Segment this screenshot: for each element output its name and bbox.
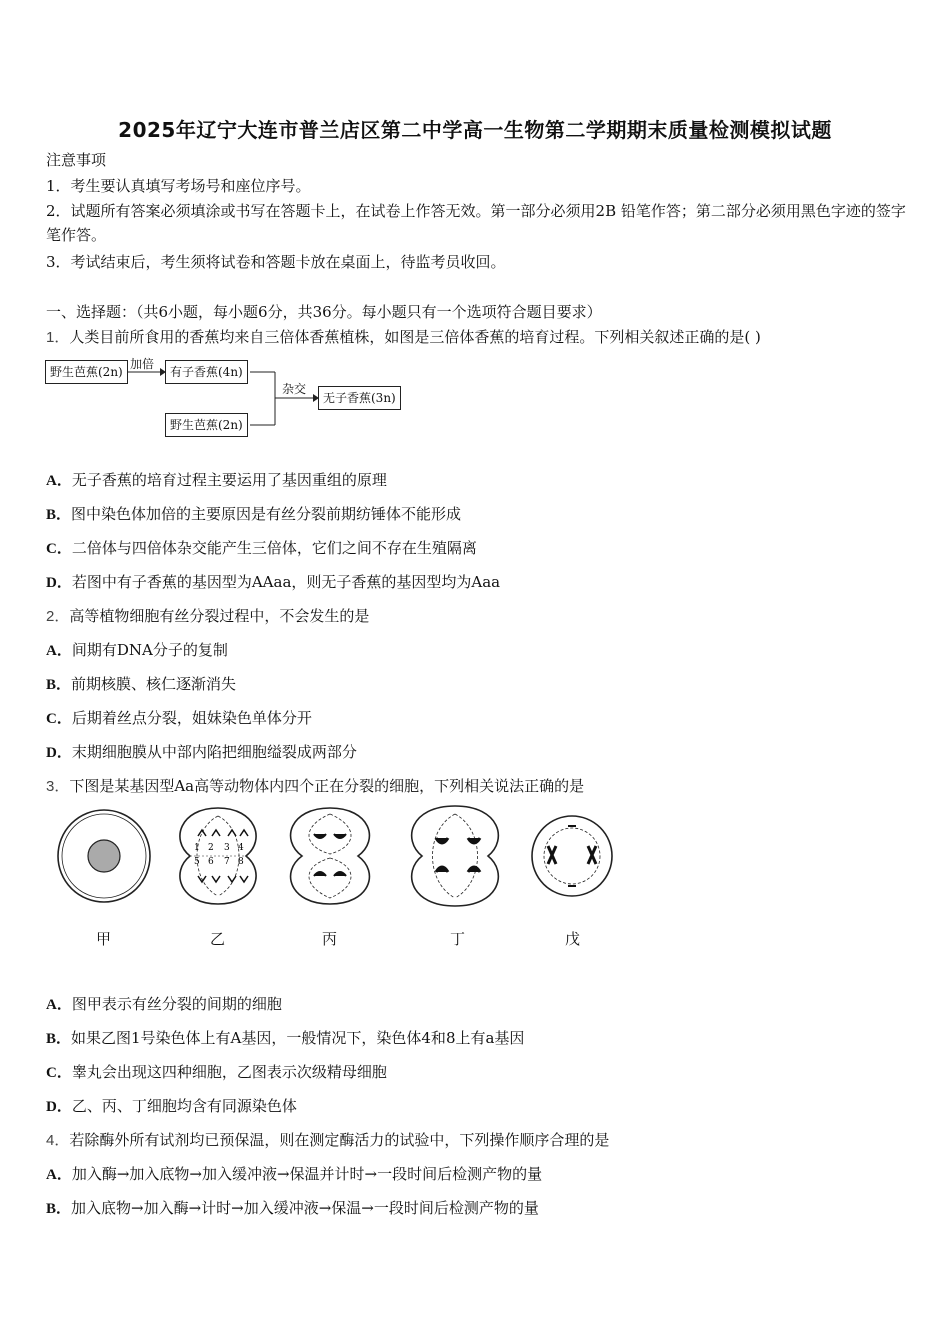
cell-label-ding: 丁 [450, 930, 466, 948]
question-4 [46, 1128, 609, 1153]
option-label: B． [46, 677, 72, 693]
cell-wu [532, 816, 612, 896]
option-text: 后期着丝点分裂，姐妹染色单体分开 [71, 709, 312, 727]
question-number: 4． [46, 1132, 70, 1149]
cell-ding [412, 806, 499, 906]
question-stem: 下图是某基因型Aa高等动物体内四个正在分裂的细胞，下列相关说法正确的是 [69, 777, 585, 795]
option-label: A． [46, 643, 72, 659]
option-label: C． [46, 541, 72, 557]
option-label: A． [46, 473, 72, 489]
arrow-icon [313, 394, 319, 402]
seedless-banana-box: 无子香蕉(3n) [318, 386, 401, 410]
q3-option-c[interactable] [46, 1060, 387, 1085]
notice-heading: 注意事项 [46, 151, 107, 169]
cell-label-yi: 乙 [210, 930, 226, 948]
chromosome-1: 1 [194, 843, 200, 853]
chromosome-6: 6 [208, 857, 214, 867]
q3-option-d[interactable] [46, 1094, 297, 1119]
wild-banana-box-2: 野生芭蕉(2n) [165, 413, 248, 437]
page-title: 2025年辽宁大连市普兰店区第二中学高一生物第二学期期末质量检测模拟试题 [118, 118, 832, 142]
q4-option-a[interactable] [46, 1162, 542, 1187]
seeded-banana-box: 有子香蕉(4n) [165, 360, 248, 384]
q1-option-d[interactable] [46, 570, 500, 595]
option-text: 前期核膜、核仁逐渐消失 [71, 675, 237, 693]
option-label: B． [46, 1201, 72, 1217]
option-text: 乙、丙、丁细胞均含有同源染色体 [71, 1097, 297, 1115]
q2-option-b[interactable] [46, 672, 236, 697]
cell-yi [180, 808, 256, 904]
cross-label: 杂交 [282, 382, 307, 396]
cell-bing [291, 808, 370, 904]
question-3 [46, 774, 584, 799]
option-text: 图甲表示有丝分裂的间期的细胞 [71, 995, 282, 1013]
q2-option-c[interactable] [46, 706, 312, 731]
question-number: 2． [46, 608, 70, 625]
question-stem: 若除酶外所有试剂均已预保温，则在测定酶活力的试验中，下列操作顺序合理的是 [69, 1131, 610, 1149]
diagram-connectors [0, 0, 420, 450]
chromosome-5: 5 [194, 857, 200, 867]
cell-jia [58, 810, 150, 902]
q4-option-b[interactable] [46, 1196, 539, 1221]
q2-option-a[interactable] [46, 638, 228, 663]
option-label: C． [46, 1065, 72, 1081]
arrow-icon [160, 368, 166, 376]
chromosome-3: 3 [224, 843, 230, 853]
option-label: B． [46, 507, 72, 523]
option-text: 间期有DNA分子的复制 [71, 641, 228, 659]
option-label: D． [46, 1099, 72, 1115]
chromosome-8: 8 [238, 857, 244, 867]
notice-item-1: 1．考生要认真填写考场号和座位序号。 [46, 177, 311, 195]
option-label: A． [46, 997, 72, 1013]
option-label: D． [46, 745, 72, 761]
wild-banana-box-1: 野生芭蕉(2n) [45, 360, 128, 384]
question-stem: 高等植物细胞有丝分裂过程中，不会发生的是 [69, 607, 370, 625]
section-heading: 一、选择题：（共6小题，每小题6分，共36分。每小题只有一个选项符合题目要求） [46, 303, 602, 321]
cell-label-wu: 戊 [565, 930, 581, 948]
chromosome-4: 4 [238, 843, 244, 853]
question-2 [46, 604, 369, 629]
option-text: 如果乙图1号染色体上有A基因，一般情况下，染色体4和8上有a基因 [71, 1029, 525, 1047]
q3-option-a[interactable] [46, 992, 282, 1017]
option-label: B． [46, 1031, 72, 1047]
option-label: D． [46, 575, 72, 591]
q1-option-c[interactable] [46, 536, 477, 561]
cell-label-jia: 甲 [96, 930, 112, 948]
q3-option-b[interactable] [46, 1026, 524, 1051]
q2-option-d[interactable] [46, 740, 357, 765]
option-text: 无子香蕉的培育过程主要运用了基因重组的原理 [71, 471, 387, 489]
question-number: 3． [46, 778, 70, 795]
cell-division-figure [40, 800, 640, 920]
option-text: 二倍体与四倍体杂交能产生三倍体，它们之间不存在生殖隔离 [71, 539, 477, 557]
cell-label-bing: 丙 [322, 930, 338, 948]
option-text: 图中染色体加倍的主要原因是有丝分裂前期纺锤体不能形成 [71, 505, 462, 523]
option-label: C． [46, 711, 72, 727]
option-text: 加入底物→加入酶→计时→加入缓冲液→保温→一段时间后检测产物的量 [71, 1199, 539, 1217]
question-stem: 人类目前所食用的香蕉均来自三倍体香蕉植株，如图是三倍体香蕉的培育过程。下列相关叙述正确的是( ) [69, 328, 761, 346]
chromosome-7: 7 [224, 857, 230, 867]
notice-item-2: 2．试题所有答案必须填涂或书写在答题卡上，在试卷上作答无效。第一部分必须用2B 铅笔作答；第二部分必须用黑色字迹的签字笔作答。 [46, 202, 906, 244]
option-text: 若图中有子香蕉的基因型为AAaa，则无子香蕉的基因型均为Aaa [71, 573, 501, 591]
chromosome-2: 2 [208, 843, 214, 853]
question-number: 1． [46, 329, 70, 346]
option-text: 睾丸会出现这四种细胞，乙图表示次级精母细胞 [71, 1063, 387, 1081]
doubling-label: 加倍 [130, 357, 155, 371]
option-text: 加入酶→加入底物→加入缓冲液→保温并计时→一段时间后检测产物的量 [71, 1165, 543, 1183]
option-label: A． [46, 1167, 72, 1183]
q1-option-a[interactable] [46, 468, 387, 493]
q1-option-b[interactable] [46, 502, 461, 527]
option-text: 末期细胞膜从中部内陷把细胞缢裂成两部分 [71, 743, 357, 761]
notice-item-3: 3．考试结束后，考生须将试卷和答题卡放在桌面上，待监考员收回。 [46, 253, 506, 271]
